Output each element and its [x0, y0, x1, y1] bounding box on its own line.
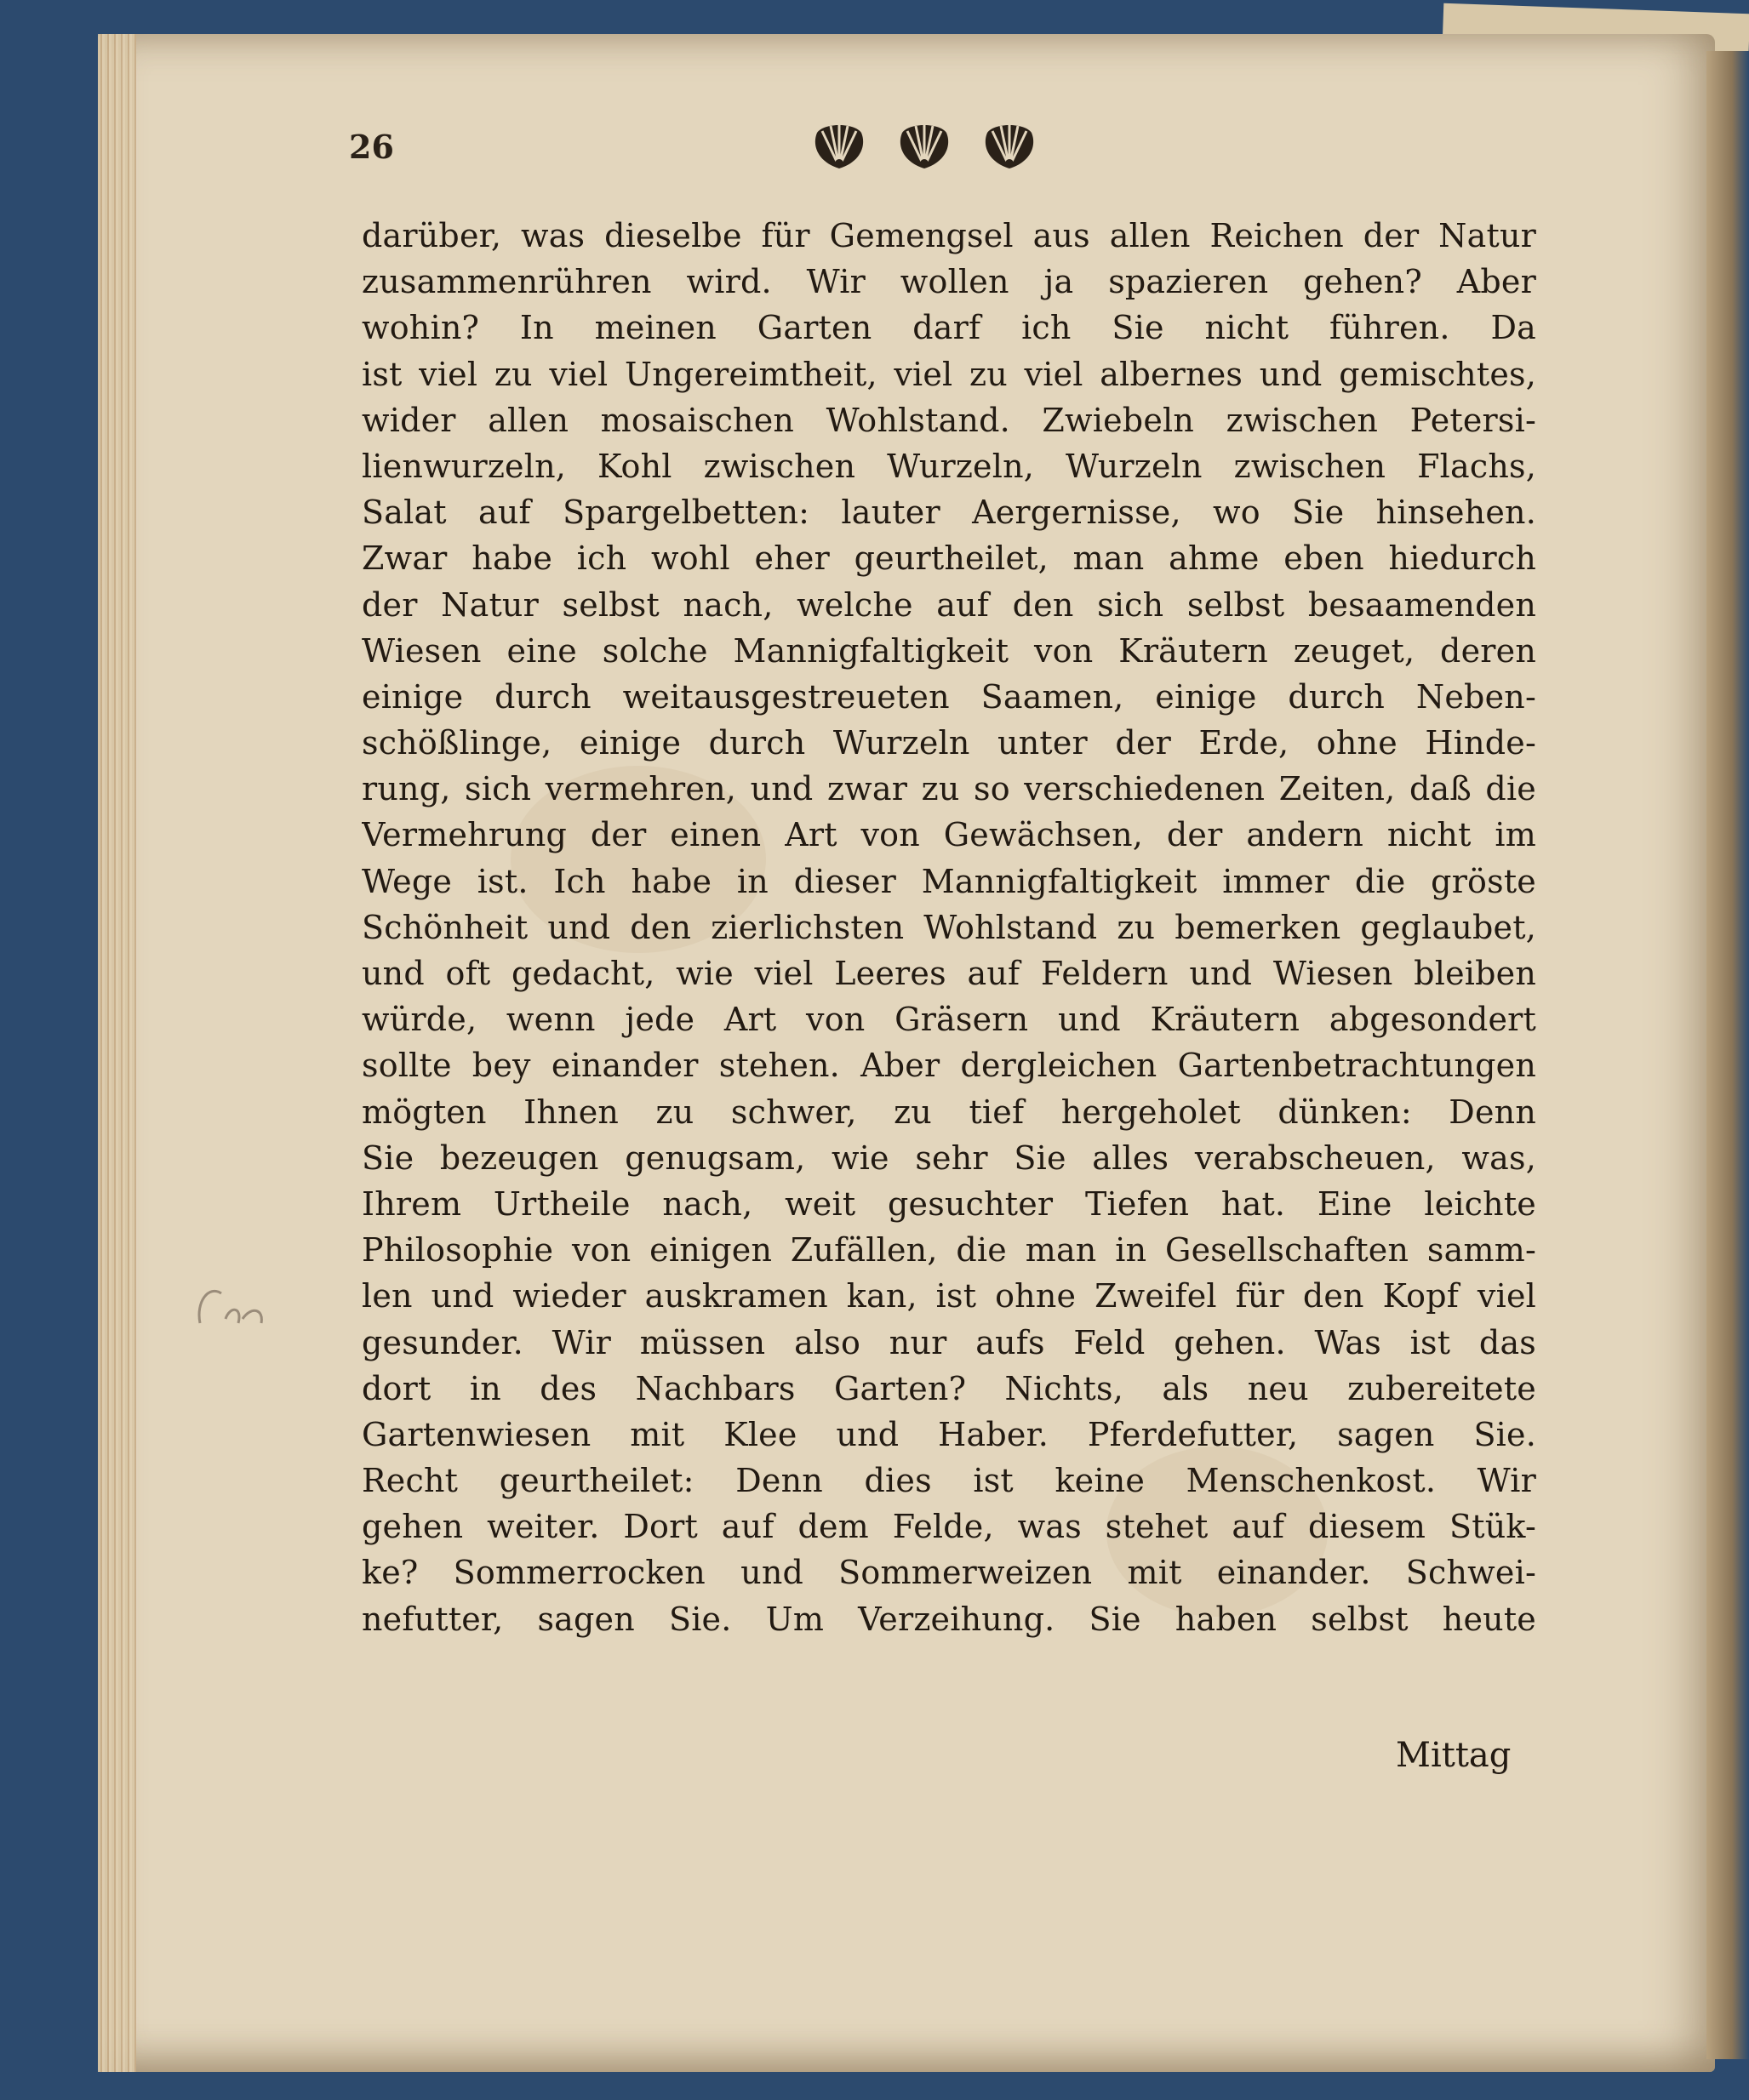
- text-line: Ihrem Urtheile nach, weit gesuchter Tiefen hat. Eine leichte: [362, 1184, 1536, 1223]
- catchword: Mittag: [1396, 1736, 1512, 1775]
- text-line: Zwar habe ich wohl eher geurtheilet, man ahme eben hiedurch: [362, 539, 1536, 578]
- text-line: würde, wenn jede Art von Gräsern und Kräutern abgesondert: [362, 1001, 1536, 1039]
- text-line: Salat auf Spargelbetten: lauter Aergernisse, wo Sie hinsehen.: [362, 494, 1536, 532]
- text-line: einige durch weitausgestreueten Saamen, einige durch Neben-: [362, 677, 1536, 716]
- text-line: Vermehrung der einen Art von Gewächsen, der andern nicht im: [362, 816, 1536, 854]
- text-line: darüber, was dieselbe für Gemengsel aus allen Reichen der Natur: [362, 217, 1536, 254]
- text-line: Schönheit und den zierlichsten Wohlstand zu bemerken geglaubet,: [362, 908, 1536, 946]
- text-line: ke? Sommerrocken und Sommerweizen mit einander. Schwei-: [362, 1554, 1536, 1592]
- text-line: ist viel zu viel Ungereimtheit, viel zu viel albernes und gemischtes,: [362, 355, 1536, 393]
- text-line: der Natur selbst nach, welche auf den sich selbst besaamenden: [362, 585, 1536, 624]
- text-line: Gartenwiesen mit Klee und Haber. Pferdefutter, sagen Sie.: [362, 1415, 1536, 1453]
- text-line: wohin? In meinen Garten darf ich Sie nicht führen. Da: [362, 309, 1536, 347]
- text-line: rung, sich vermehren, und zwar zu so verschiedenen Zeiten, daß die: [362, 770, 1536, 808]
- text-line: wider allen mosaischen Wohlstand. Zwiebeln zwischen Petersi-: [362, 401, 1536, 439]
- text-line: Philosophie von einigen Zufällen, die man in Gesellschaften samm-: [362, 1231, 1536, 1270]
- text-line: Recht geurtheilet: Denn dies ist keine Menschenkost. Wir: [362, 1462, 1536, 1500]
- scallop-shell-ornament-icon: [809, 119, 870, 172]
- header-ornaments: [809, 119, 1040, 172]
- text-line: gesunder. Wir müssen also nur aufs Feld gehen. Was ist das: [362, 1323, 1536, 1361]
- body-text: [362, 213, 1536, 1642]
- text-line: nefutter, sagen Sie. Um Verzeihung. Sie haben selbst heute: [362, 1600, 1536, 1638]
- text-line: lienwurzeln, Kohl zwischen Wurzeln, Wurzeln zwischen Flachs,: [362, 447, 1536, 485]
- margin-pencil-mark-icon: [191, 1276, 272, 1336]
- text-line: Sie bezeugen genugsam, wie sehr Sie alles verabscheuen, was,: [362, 1138, 1536, 1177]
- text-line: len und wieder auskramen kan, ist ohne Zweifel für den Kopf viel: [362, 1277, 1536, 1315]
- scallop-shell-ornament-icon: [894, 119, 955, 172]
- text-line: schößlinge, einige durch Wurzeln unter der Erde, ohne Hinde-: [362, 724, 1536, 762]
- text-line: Wiesen eine solche Mannigfaltigkeit von Kräutern zeuget, deren: [362, 631, 1536, 670]
- text-line: mögten Ihnen zu schwer, zu tief hergeholet dünken: Denn: [362, 1093, 1536, 1131]
- text-line: dort in des Nachbars Garten? Nichts, als neu zubereitete: [362, 1369, 1536, 1407]
- page-edges: [98, 34, 136, 2072]
- text-line: Wege ist. Ich habe in dieser Mannigfaltigkeit immer die gröste: [362, 862, 1536, 900]
- page-number: 26: [349, 128, 394, 166]
- text-line: gehen weiter. Dort auf dem Felde, was stehet auf diesem Stük-: [362, 1508, 1536, 1546]
- text-line: zusammenrühren wird. Wir wollen ja spazieren gehen? Aber: [362, 263, 1536, 301]
- scallop-shell-ornament-icon: [979, 119, 1040, 172]
- text-line: und oft gedacht, wie viel Leeres auf Feldern und Wiesen bleiben: [362, 955, 1536, 992]
- text-line: sollte bey einander stehen. Aber dergleichen Gartenbetrachtungen: [362, 1047, 1536, 1085]
- binding-gutter: [1706, 51, 1749, 2059]
